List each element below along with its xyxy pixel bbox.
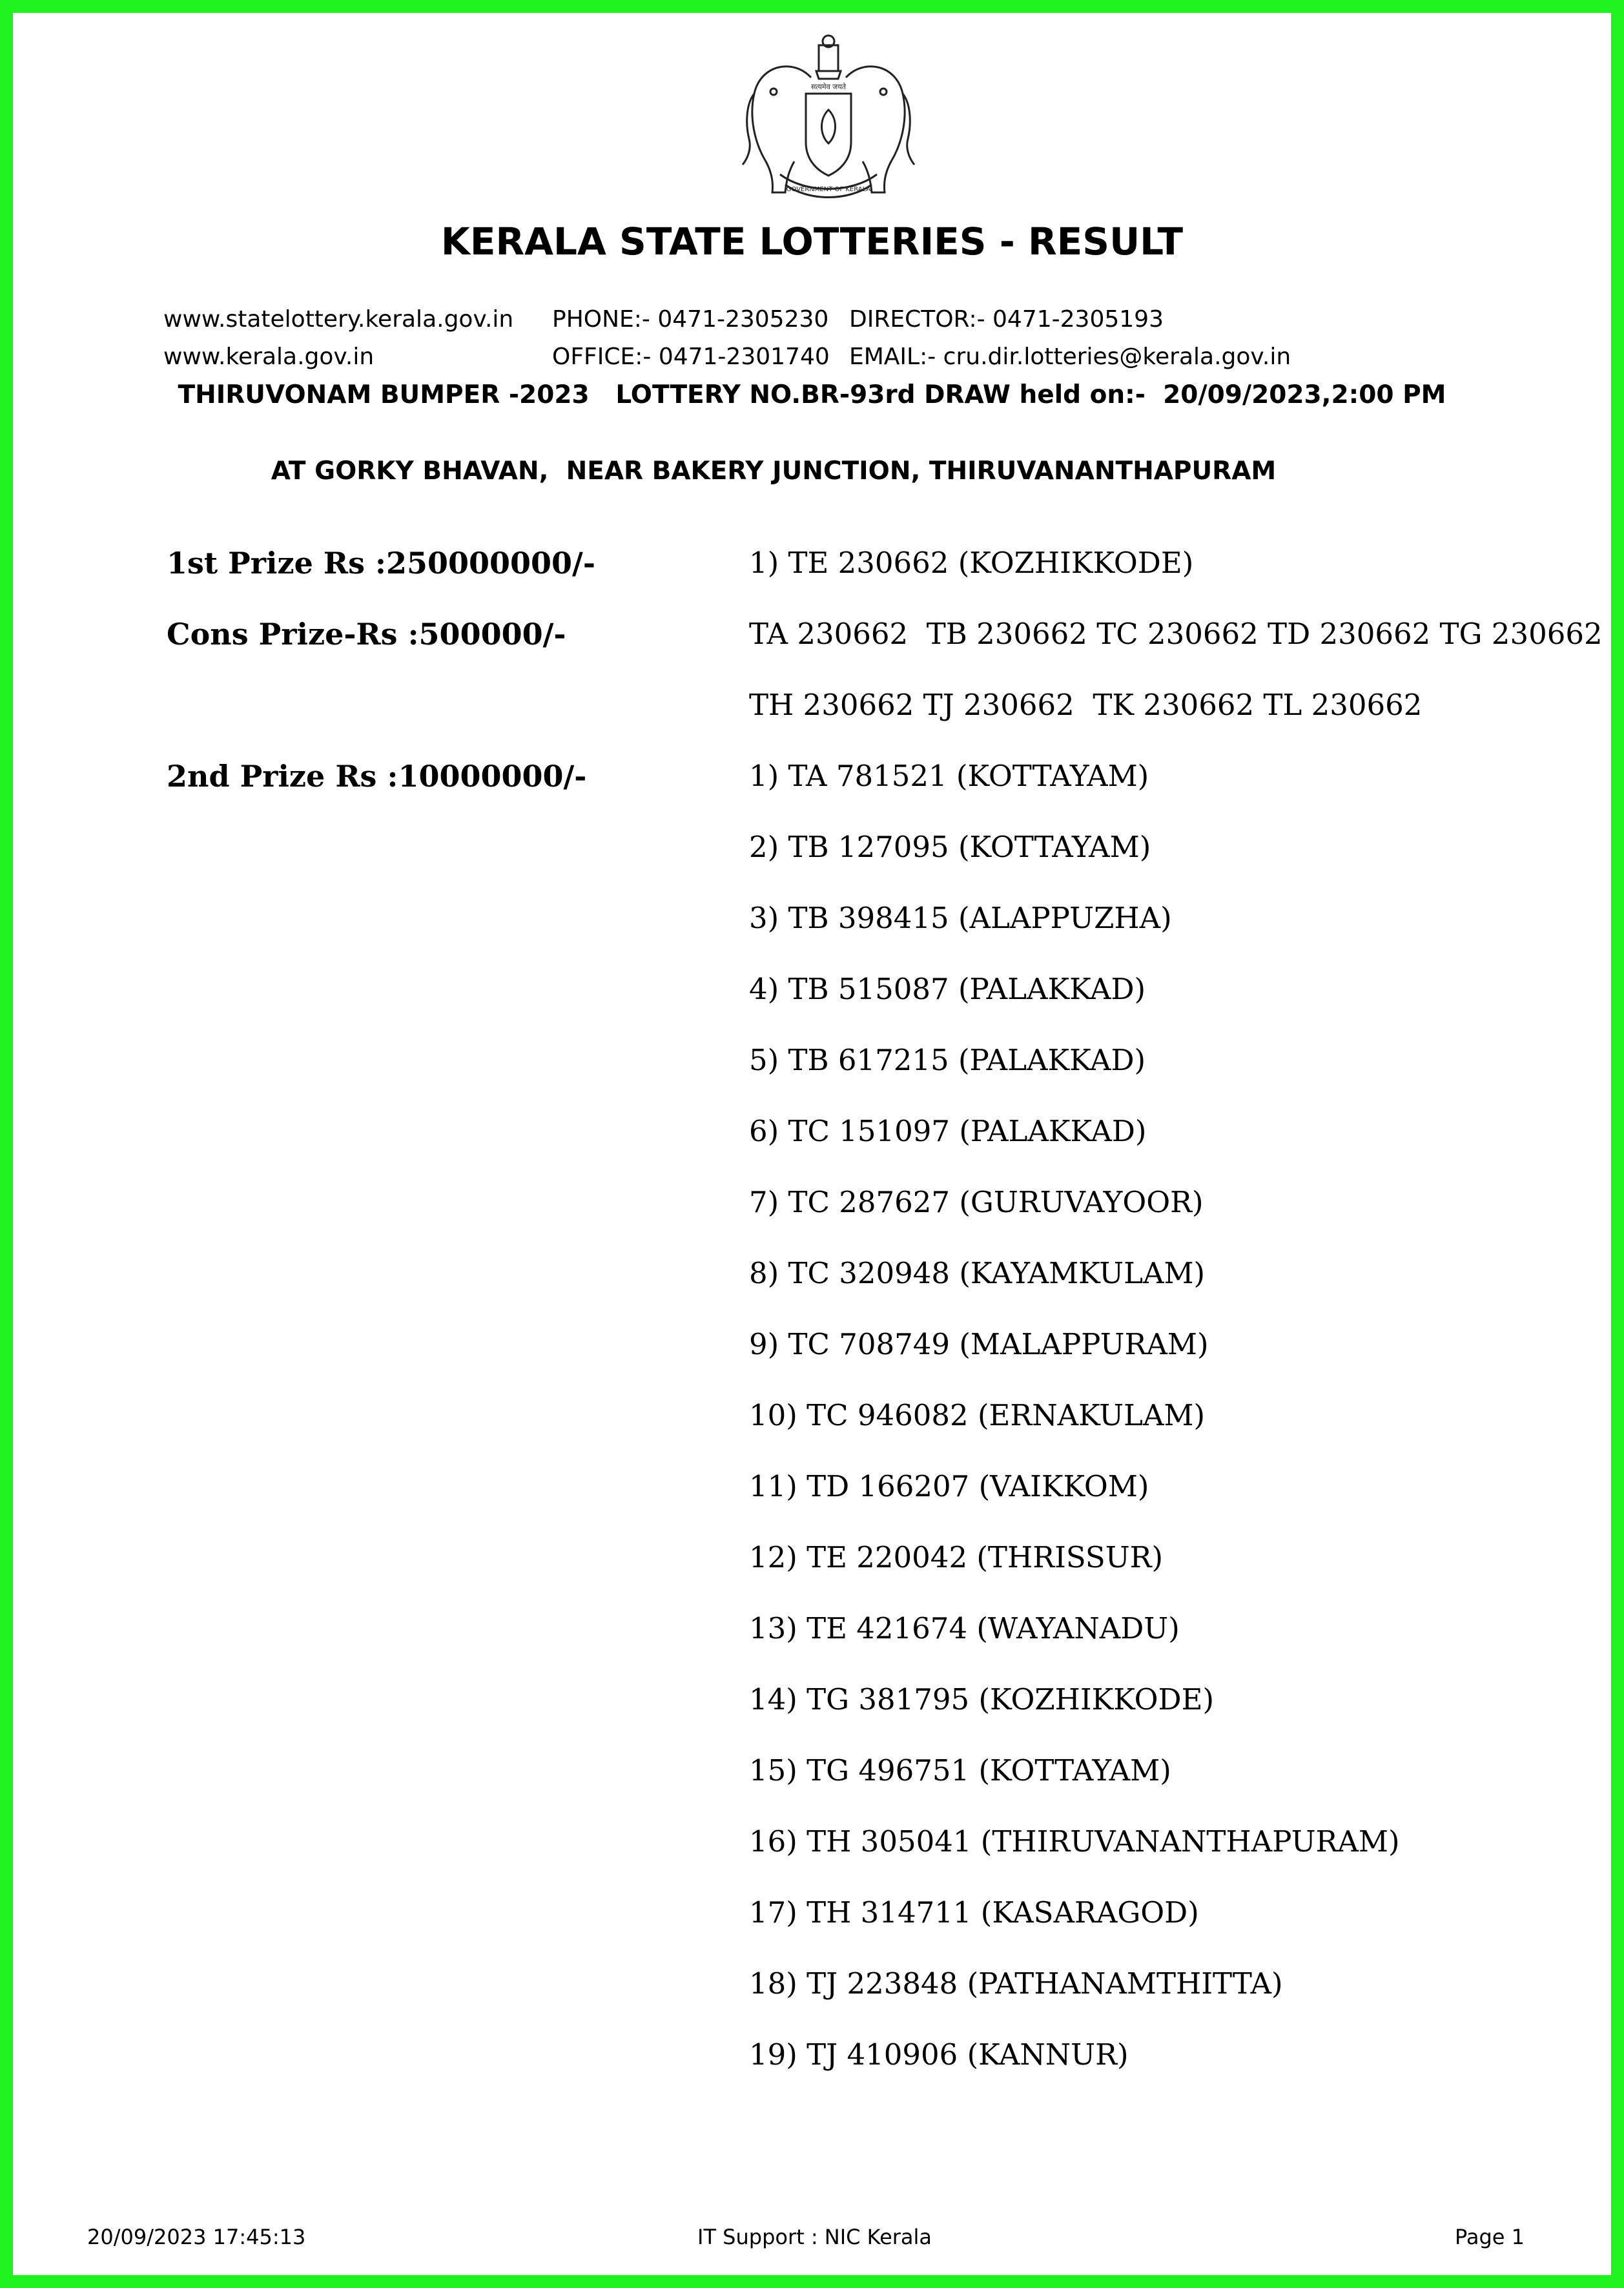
second-prize-result: 6) TC 151097 (PALAKKAD) [749, 1114, 1147, 1148]
second-prize-result: 1) TA 781521 (KOTTAYAM) [749, 759, 1149, 793]
website-link-statelottery[interactable]: www.statelottery.kerala.gov.in [163, 306, 514, 333]
cons-prize-line: TA 230662 TB 230662 TC 230662 TD 230662 TG 230662 [749, 617, 1603, 651]
first-prize-result: 1) TE 230662 (KOZHIKKODE) [749, 546, 1194, 580]
first-prize-label: 1st Prize Rs :250000000/- [167, 546, 595, 581]
second-prize-result: 3) TB 398415 (ALAPPUZHA) [749, 901, 1172, 935]
second-prize-result: 5) TB 617215 (PALAKKAD) [749, 1043, 1146, 1077]
cons-prize-label: Cons Prize-Rs :500000/- [167, 617, 566, 652]
svg-text:GOVERNMENT OF KERALA: GOVERNMENT OF KERALA [786, 186, 871, 193]
footer-page-number: Page 1 [1455, 2225, 1525, 2249]
second-prize-result: 7) TC 287627 (GURUVAYOOR) [749, 1185, 1204, 1219]
kerala-emblem-icon [735, 32, 922, 207]
second-prize-result: 12) TE 220042 (THRISSUR) [749, 1540, 1164, 1574]
footer-timestamp: 20/09/2023 17:45:13 [87, 2225, 306, 2249]
email-address[interactable]: EMAIL:- cru.dir.lotteries@kerala.gov.in [849, 344, 1291, 370]
second-prize-result: 17) TH 314711 (KASARAGOD) [749, 1895, 1199, 1930]
second-prize-result: 18) TJ 223848 (PATHANAMTHITTA) [749, 1966, 1283, 2001]
second-prize-result: 9) TC 708749 (MALAPPURAM) [749, 1327, 1209, 1361]
second-prize-result: 8) TC 320948 (KAYAMKULAM) [749, 1256, 1206, 1290]
cons-prize-line: TH 230662 TJ 230662 TK 230662 TL 230662 [749, 688, 1423, 722]
second-prize-result: 14) TG 381795 (KOZHIKKODE) [749, 1682, 1215, 1716]
second-prize-result: 11) TD 166207 (VAIKKOM) [749, 1469, 1149, 1503]
page-title: KERALA STATE LOTTERIES - RESULT [440, 220, 1184, 263]
second-prize-result: 13) TE 421674 (WAYANADU) [749, 1611, 1180, 1645]
second-prize-result: 2) TB 127095 (KOTTAYAM) [749, 830, 1151, 864]
footer-support: IT Support : NIC Kerala [697, 2225, 932, 2249]
second-prize-result: 10) TC 946082 (ERNAKULAM) [749, 1398, 1206, 1432]
draw-info: THIRUVONAM BUMPER -2023 LOTTERY NO.BR-93rd DRAW held on:- 20/09/2023,2:00 PM [178, 380, 1446, 409]
director-number: DIRECTOR:- 0471-2305193 [849, 306, 1164, 333]
second-prize-result: 15) TG 496751 (KOTTAYAM) [749, 1753, 1171, 1788]
website-link-kerala[interactable]: www.kerala.gov.in [163, 344, 375, 370]
second-prize-result: 16) TH 305041 (THIRUVANANTHAPURAM) [749, 1824, 1400, 1859]
phone-number: PHONE:- 0471-2305230 [552, 306, 829, 333]
office-number: OFFICE:- 0471-2301740 [552, 344, 830, 370]
second-prize-label: 2nd Prize Rs :10000000/- [167, 759, 587, 794]
draw-venue: AT GORKY BHAVAN, NEAR BAKERY JUNCTION, THIRUVANANTHAPURAM [271, 457, 1277, 486]
second-prize-result: 19) TJ 410906 (KANNUR) [749, 2037, 1129, 2072]
second-prize-result: 4) TB 515087 (PALAKKAD) [749, 972, 1146, 1006]
svg-text:सत्यमेव जयते: सत्यमेव जयते [810, 83, 847, 91]
